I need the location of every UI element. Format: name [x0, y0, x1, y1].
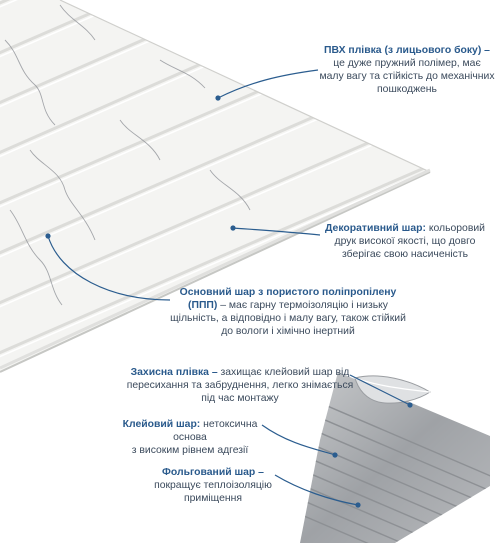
decor-rest: кольоровий	[428, 223, 485, 234]
pvc-line2: малу вагу та стійкість до механічних	[319, 71, 495, 82]
foam-rest2: – має гарну термоізоляцію і низьку	[220, 300, 388, 311]
foam-line4: до вологи і хімічно інертний	[221, 326, 355, 337]
label-pvc-film	[318, 44, 496, 96]
label-glue-layer	[112, 418, 268, 457]
foam-title1: Основний шар з пористого поліпропілену	[179, 287, 397, 298]
glue-title: Клейовий шар:	[122, 419, 201, 430]
glue-rest: нетоксична основа	[173, 419, 258, 443]
film-title: Захисна плівка –	[130, 367, 218, 378]
decor-title: Декоративний шар:	[325, 223, 426, 234]
label-decor-layer	[318, 222, 492, 261]
film-line2: пересихання та забруднення, легко знімається	[126, 380, 354, 391]
foam-line3: щільність, а відповідно і малу вагу, також стійкий	[170, 313, 406, 324]
foil-title: Фольгований шар –	[162, 467, 264, 478]
foil-line2: покращує теплоізоляцію	[154, 480, 272, 491]
pvc-title: ПВХ плівка (з лицьового боку) –	[324, 45, 490, 56]
film-line3: під час монтажу	[201, 393, 279, 404]
label-foil-layer	[148, 466, 278, 505]
decor-line3: зберігає свою насиченість	[341, 249, 469, 260]
pvc-line3: пошкоджень	[377, 84, 437, 95]
pvc-line1: це дуже пружний полімер, має	[333, 58, 481, 69]
foam-title2: (ППП)	[188, 300, 218, 311]
film-rest: захищає клейовий шар від	[220, 367, 350, 378]
label-foam-layer	[168, 286, 408, 338]
label-protective-film	[122, 366, 358, 405]
foil-line3: приміщення	[184, 493, 242, 504]
decor-line2: друк високої якості, що довго	[334, 236, 476, 247]
glue-line2: з високим рівнем адгезії	[131, 445, 249, 456]
